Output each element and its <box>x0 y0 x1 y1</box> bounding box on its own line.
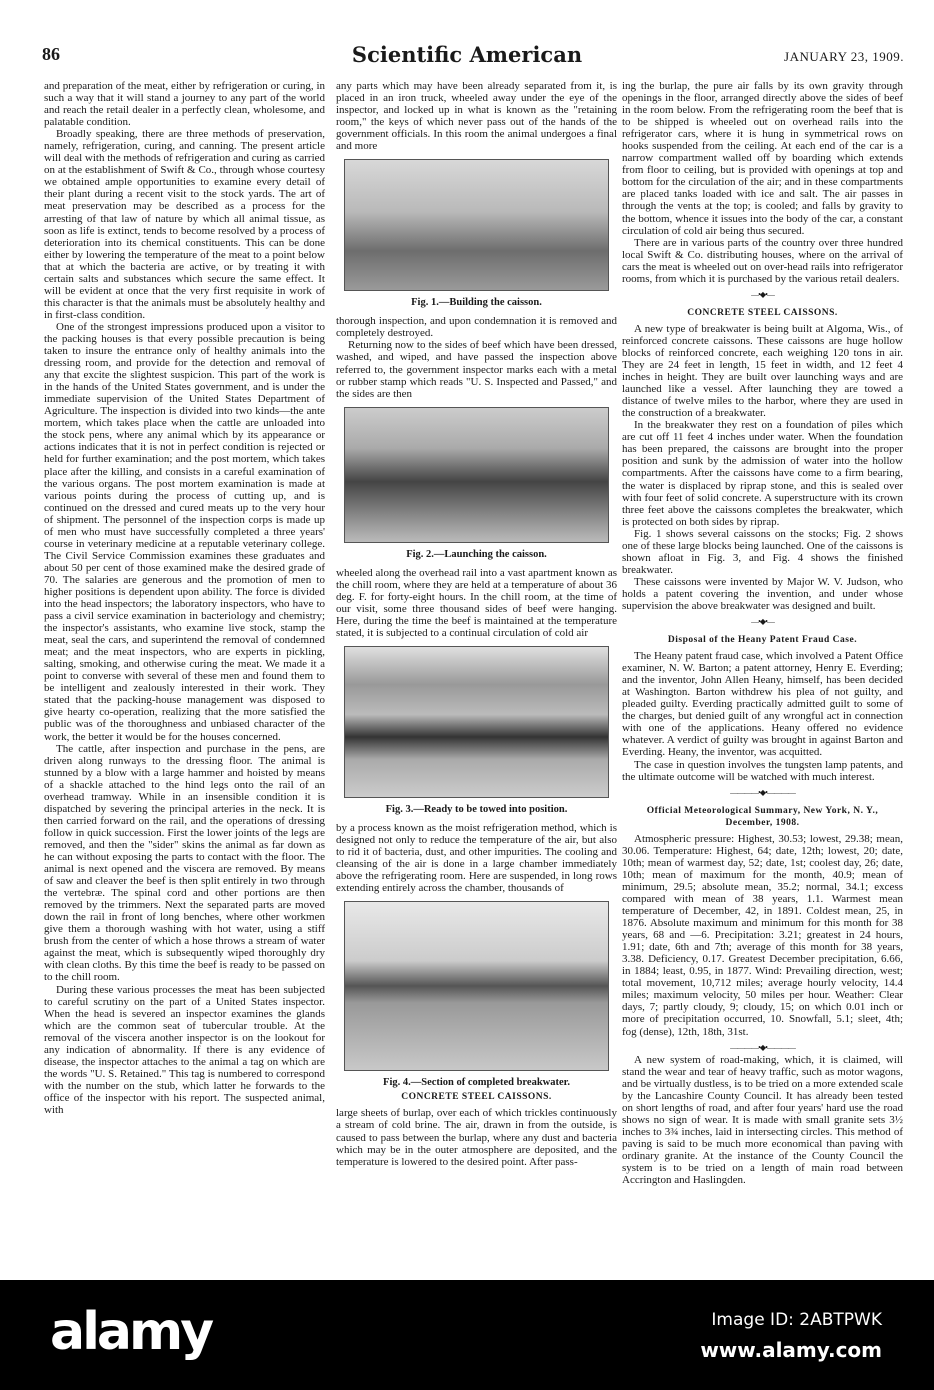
figure-caption: Fig. 1.—Building the caisson. <box>411 297 542 309</box>
column-1 <box>44 80 325 1116</box>
figure-caption: Fig. 3.—Ready to be towed into position. <box>385 803 568 815</box>
column-2 <box>336 80 617 1168</box>
paragraph: by a process known as the moist refrigeration method, which is designed not only to reduce the temperature of the air, but also to rid it of bacteria, dust, and other impurities. The cooling and cleansing of the air is done in a large chamber immediately above the refrigerating room. Here are suspended, in long rows extending entirely across the chamber, thousands of <box>336 822 617 895</box>
figure-caption: Fig. 2.—Launching the caisson. <box>406 548 547 560</box>
photo-launching-caisson <box>344 407 609 543</box>
paragraph: Atmospheric pressure: Highest, 30.53; lowest, 29.38; mean, 30.06. Temperature: Highest, 64; date, 12th; lowest, 20; date, 10th; mean of warmest day, 52; date, 1st; coolest day, 26; date, 10th; mean of maximum for the month, 40.9; mean of minimum, 29.5; absolute mean, 35.2; normal, 34.1; excess compared with mean of 38 years, 1.1. Warmest mean temperature of December, 42, in 1891. Coldest mean, 25, in 1876. Absolute maximum and minimum for this month for 38 years, 68 and —6. Precipitation: 3.21; greatest in 24 hours, 1.91; date, 6th and 7th; average of this month for 38 years, 3.38. Deficiency, 0.17. Greatest December precipitation, 6.66, in 1884; least, 0.95, in 1877. Wind: Prevailing direction, west; total movement, 10,712 miles; average hourly velocity, 14.4 miles; maximum velocity, 50 miles per hour. Weather: Clear days, 7; partly cloudy, 9; cloudy, 15; on which 0.01 inch or more of precipitation occurred, 10. Snowfall, 5.1; sleet, 4th; fog (dense), 12th, 18th, 31st. <box>622 832 903 1038</box>
paragraph: In the breakwater they rest on a foundation of piles which are cut off 11 feet 4 inches under water. When the foundation has been prepared, the caissons are brought into the proper position and sunk by the admission of water into the hollow compartments. After the caissons have come to a firm bearing, the water is displaced by riprap stone, and this is sealed over with four feet of solid concrete. A superstructure with its crown three feet above the caissons completes the breakwater, which is protected on both sides by riprap. <box>622 419 903 528</box>
paragraph: Fig. 1 shows several caissons on the stocks; Fig. 2 shows one of these large blocks being launched. One of the caissons is shown afloat in Fig. 3, and Fig. 4 shows the finished breakwater. <box>622 527 903 576</box>
photo-caisson-afloat <box>344 646 609 798</box>
paragraph: The case in question involves the tungsten lamp patents, and the ultimate outcome will be watched with much interest. <box>622 758 903 783</box>
paragraph: There are in various parts of the country over three hundred local Swift & Co. distributing houses, where on the arrival of cars the meat is wheeled out on over-head rails into refrigerator rooms, from which it is purchased by the various retail dealers. <box>622 236 903 285</box>
paragraph: During these various processes the meat has been subjected to careful scrutiny on the part of a United States inspector. When the head is severed an inspector examines the glands which are the common seat of tubercular trouble. At the removal of the viscera another inspector is on the lookout for any indication of abnormality. If there is any evidence of disease, the inspector attaches to the animal a tag on which are the words "U. S. Retained." This tag is numbered to correspond with the number on the stub, which latter he forwards to the office of the inspector with his report. The suspected animal, with <box>44 983 325 1116</box>
paragraph: A new type of breakwater is being built at Algoma, Wis., of reinforced concrete caissons. These caissons are huge hollow blocks of reinforced concrete, each weighing 120 tons in air. They are 24 feet in length, 15 feet in width, and 12 feet 4 inches in height. They are built over launching ways and are launched like a vessel. After launching they are towed a distance of twelve miles to the harbor, where they are used in the construction of a breakwater. <box>622 322 903 420</box>
image-id: Image ID: 2ABTPWK <box>711 1310 882 1330</box>
paragraph: Broadly speaking, there are three methods of preservation, namely, refrigeration, curing, and canning. The present article will deal with the methods of refrigeration and curing as carried on at the establishment of Swift & Co., through whose courtesy we obtained ample opportunities to examine every detail of their plant during a recent visit to the stock yards. The art of meat preservation may be described as a process for the arresting of that law of nature by which all animal tissue, as soon as life is extinct, tends to become resolved by a process of deterioration into its chemical constituents. This can be done either by lowering the temperature of the meat to a point below that at which the bacteria are active, or by treating it with certain salts and substances which secure the same effect. It will be evident at once that the very first requisite in work of this character is that the animals must be absolutely healthy and in first-class condition. <box>44 128 326 321</box>
ornament-divider: —•◆•— <box>751 617 774 627</box>
watermark-url: www.alamy.com <box>700 1338 882 1362</box>
column-3 <box>622 80 903 1186</box>
paragraph: thorough inspection, and upon condemnation it is removed and completely destroyed. <box>336 315 617 340</box>
figure-subtitle: CONCRETE STEEL CAISSONS. <box>401 1092 552 1103</box>
watermark-bar <box>0 1280 934 1390</box>
paragraph: and preparation of the meat, either by refrigeration or curing, in such a way that it will stand a journey to any part of the world and reach the retail dealer in a perfectly clean, wholesome, and palatable condition. <box>44 80 325 129</box>
paragraph: The Heany patent fraud case, which involved a Patent Office examiner, N. W. Barton; a patent attorney, Henry E. Everding; and the inventor, John Allen Heany, himself, has been decided at Washington. Barton withdrew his plea of not guilty, and pleaded guilty. Everding practically admitted guilt to some of the charges, but denied guilt of any wrongful act in connection with one of the applications. Heany offered no evidence whatever. A verdict of guilty was brought in against Barton and Everding. Heany, the inventor, was acquitted. <box>622 650 903 759</box>
alamy-logo: alamy <box>50 1302 212 1362</box>
masthead: Scientific American <box>351 42 583 67</box>
paragraph: Returning now to the sides of beef which have been dressed, washed, and wiped, and have passed the inspection above referred to, the government inspector marks each with a metal or rubber stamp which reads "U. S. Inspected and Passed," and the sides are then <box>336 339 617 400</box>
section-heading: Disposal of the Heany Patent Fraud Case. <box>667 635 858 646</box>
ornament-divider: ————•◆•———— <box>730 1042 795 1052</box>
photo-building-caisson <box>344 159 609 291</box>
paragraph: The cattle, after inspection and purchase in the pens, are driven along runways to the dressing floor. The animal is stunned by a blow with a large hammer and hoisted by means of a shackle attached to the hind legs onto the rail of an overhead tramway. While in an insensible condition it is dispatched by severing the principal arteries in the neck. It is then carried forward on the rail, and the operations of dressing follow in quick succession. First the lower joints of the legs are removed, and then the "sider" skins the animal as far down as he can without exposing the parts to contact with the floor. The animal is next opened and the viscera are removed. By means of saw and cleaver the beef is then split entirely in two through the vertebræ. The spinal cord and other portions are then removed by the trimmers. Next the separated parts are moved down the rail in front of long benches, where other workmen give them a thorough washing with hot water, using a stiff brush from the center of which a hose throws a stream of water against the meat, which is subsequently wiped thoroughly dry with clean cloths. By this time the beef is ready to be passed on to the chill room. <box>44 742 325 984</box>
paragraph: A new system of road-making, which, it is claimed, will stand the wear and tear of heavy traffic, such as motor wagons, and be virtually dustless, is to be tried on a more extended scale by the Lancashire County Council. It has already been tested on short lengths of road, and after four years' hard use the road shows no sign of wear. It is made with small granite sets 3½ inches to 3¾ inches, laid in intersecting circles. This method of paving is said to be much more economical than paving with ordinary granite. At the instance of the County Council the system is to be tried on a length of main road between Accrington and Haslingden. <box>622 1053 903 1187</box>
figure-caption: Fig. 4.—Section of completed breakwater. <box>383 1077 570 1089</box>
issue-date: JANUARY 23, 1909. <box>784 49 904 64</box>
paragraph: wheeled along the overhead rail into a vast apartment known as the chill room, where they are held at a temperature of about 36 deg. F. for forty-eight hours. In the chill room, at the time of our visit, some three thousand sides of beef were hanging. Here, during the time the beef is maintained at the temperature stated, it is subjected to a continual circulation of cold air <box>336 566 617 639</box>
section-heading: CONCRETE STEEL CAISSONS. <box>687 307 838 318</box>
ornament-divider: —•◆•— <box>751 289 774 299</box>
photo-completed-breakwater <box>344 901 609 1071</box>
page-number: 86 <box>42 44 60 64</box>
paragraph: any parts which may have been already separated from it, is placed in an iron truck, wheeled away under the eye of the inspector, and locked up in what is known as the "retaining room," the keys of which never pass out of the hands of the government officials. In this room the animal undergoes a final and more <box>336 80 617 153</box>
paragraph: large sheets of burlap, over each of which trickles continuously a stream of cold brine. The air, drawn in from the outside, is caused to pass between the burlap, where any dust and bacteria which may be in the outer atmosphere are deposited, and the temperature is lowered to the desired point. After pass- <box>336 1107 617 1168</box>
paragraph: These caissons were invented by Major W. V. Judson, who holds a patent covering the invention, and under whose supervision the above breakwater was designed and built. <box>622 575 903 612</box>
ornament-divider: ————•◆•———— <box>730 787 795 797</box>
section-heading: Official Meteorological Summary, New York, N. Y., December, 1908. <box>646 805 879 828</box>
paragraph: One of the strongest impressions produced upon a visitor to the packing houses is that every possible precaution is being taken to insure the entrance only of healthy animals into the dressing room, and provide for the detection and removal of any that excite the slightest suspicion. This part of the work is in the hands of the United States government, and is under the immediate supervision of the United States Department of Agriculture. The inspection is divided into two kinds—the ante mortem, which takes place when the cattle are unloaded into the stock pens, where any animal which by its appearance or actions indicates that it is not in perfect condition is rejected or held for further examination; and the post mortem, which takes place after the killing, and consists in a careful examination of the various organs. The post mortem examination is made at various points during the process of cutting up, and is continued on the dressed and cured meats up to the very hour of shipment. The personnel of the inspection corps is made up of men who must have successfully completed a three years' course in veterinary medicine at a reputable veterinary college. The Civil Service Commission examines these graduates and about 50 per cent of those examined make the desired grade of 70. The salaries are generous and the promotion of men to higher positions is dependent upon ability. The force is divided into the head inspectors; the laboratory inspectors, who have to pass a civil service examination in bacteriology and chemistry; the inspector's assistants, who examine live stock, stamp the meat, seal the cars, and superintend the removal of condemned meat; and the meat inspectors, who are experts in pickling, salting, smoking, and otherwise curing the meat. We made it a point to converse with several of these men and found them to be intelligent and zealously interested in their work. They stated that the packing-house management was disposed to give hearty co-operation, realizing that the more satisfied the public was of the thoroughness and unbiased character of the work, the better it would be for the houses concerned. <box>44 320 325 743</box>
paragraph: ing the burlap, the pure air falls by its own gravity through openings in the floor, arranged directly above the sides of beef in the room below. From the refrigerating room the beef that is to be shipped is wheeled out on overhead rails into the refrigerator cars, where it is hung in symmetrical rows on hooks suspended from the ceiling. At each end of the car is a narrow compartment walled off by boarding which extends from floor to ceiling, but is provided with openings at top and bottom for the circulation of the air; and in these compartments are placed tanks loaded with ice and salt. The air passes in through the vents at the top; is cooled; and falls by gravity to the bottom, whence it issues into the body of the car, a constant circulation of cold air being thus secured. <box>622 80 903 237</box>
